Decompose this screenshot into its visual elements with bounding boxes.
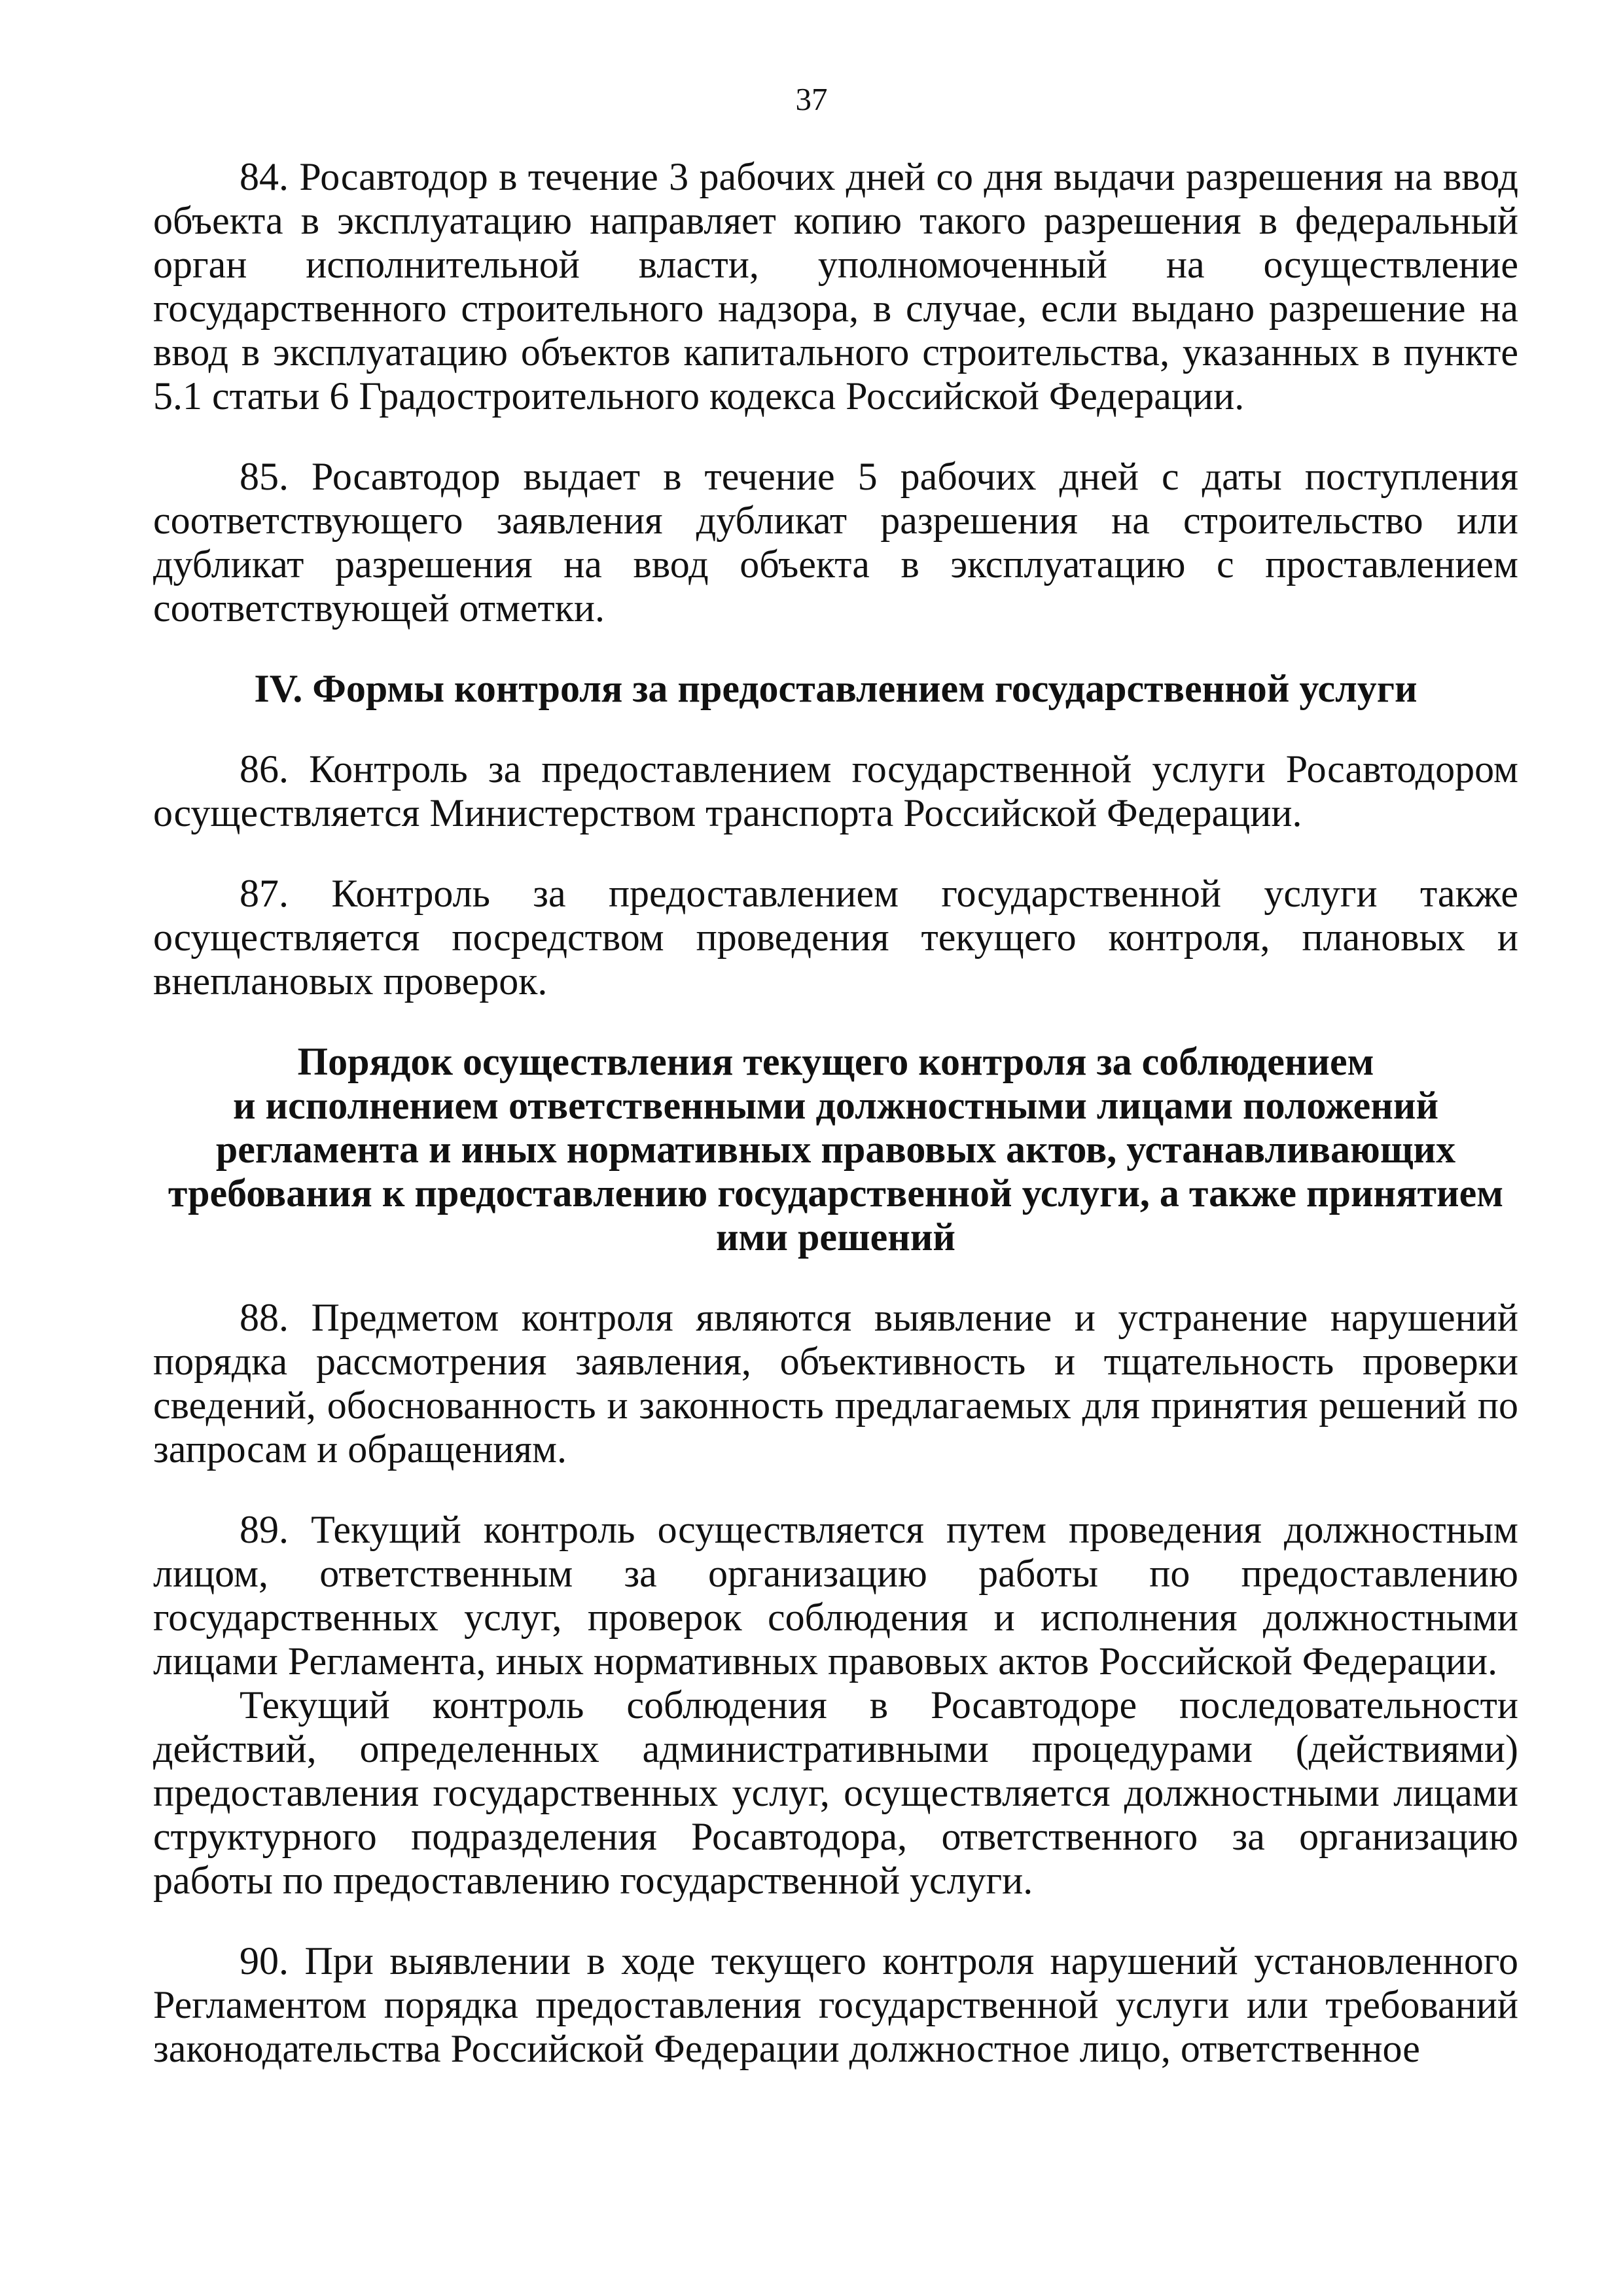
paragraph-86: 86. Контроль за предоставлением государственной услуги Росавтодором осуществляется Министерством транспорта Российской Федерации. [153,747,1518,834]
section-heading-iv: IV. Формы контроля за предоставлением государственной услуги [254,667,1418,710]
subsection-heading-current-control [153,1040,1518,1259]
paragraph-84: 84. Росавтодор в течение 3 рабочих дней со дня выдачи разрешения на ввод объекта в эксплуатацию направляет копию такого разрешения в федеральный орган исполнительной власти, уполномоченный на осуществление государственного строительного надзора, в случае, если выдано разрешение на ввод в эксплуатацию объектов капитального строительства, указанных в пункте 5.1 статьи 6 Градостроительного кодекса Российской Федерации. [153,155,1518,418]
paragraph-87: 87. Контроль за предоставлением государственной услуги также осуществляется посредством проведения текущего контроля, плановых и внеплановых проверок. [153,872,1518,1003]
page-number: 37 [795,81,828,117]
subsection-heading-line: требования к предоставлению государственной услуги, а также принятием [168,1172,1504,1215]
paragraph-90: 90. При выявлении в ходе текущего контроля нарушений установленного Регламентом порядка предоставления государственной услуги или требований законодательства Российской Федерации должностное лицо, ответственное [153,1939,1518,2070]
subsection-heading-line: ими решений [715,1215,955,1259]
paragraph-89-continued: Текущий контроль соблюдения в Росавтодоре последовательности действий, определенных административными процедурами (действиями) предоставления государственных услуг, осуществляется должностными лицами структурного подразделения Росавтодора, ответственного за организацию работы по предоставлению государственной услуги. [153,1683,1518,1902]
subsection-heading-line: Порядок осуществления текущего контроля за соблюдением [297,1040,1374,1083]
paragraph-88: 88. Предметом контроля являются выявление и устранение нарушений порядка рассмотрения заявления, объективность и тщательность проверки сведений, обоснованность и законность предлагаемых для принятия решений по запросам и обращениям. [153,1296,1518,1471]
paragraph-85: 85. Росавтодор выдает в течение 5 рабочих дней с даты поступления соответствующего заявления дубликат разрешения на строительство или дубликат разрешения на ввод объекта в эксплуатацию с проставлением соответствующей отметки. [153,455,1518,630]
document-body [153,155,1518,2071]
subsection-heading-line: регламента и иных нормативных правовых актов, устанавливающих [215,1128,1456,1171]
paragraph-89: 89. Текущий контроль осуществляется путем проведения должностным лицом, ответственным за организацию работы по предоставлению государственных услуг, проверок соблюдения и исполнения должностными лицами Регламента, иных нормативных правовых актов Российской Федерации. [153,1508,1518,1683]
subsection-heading-line: и исполнением ответственными должностными лицами положений [232,1084,1439,1127]
